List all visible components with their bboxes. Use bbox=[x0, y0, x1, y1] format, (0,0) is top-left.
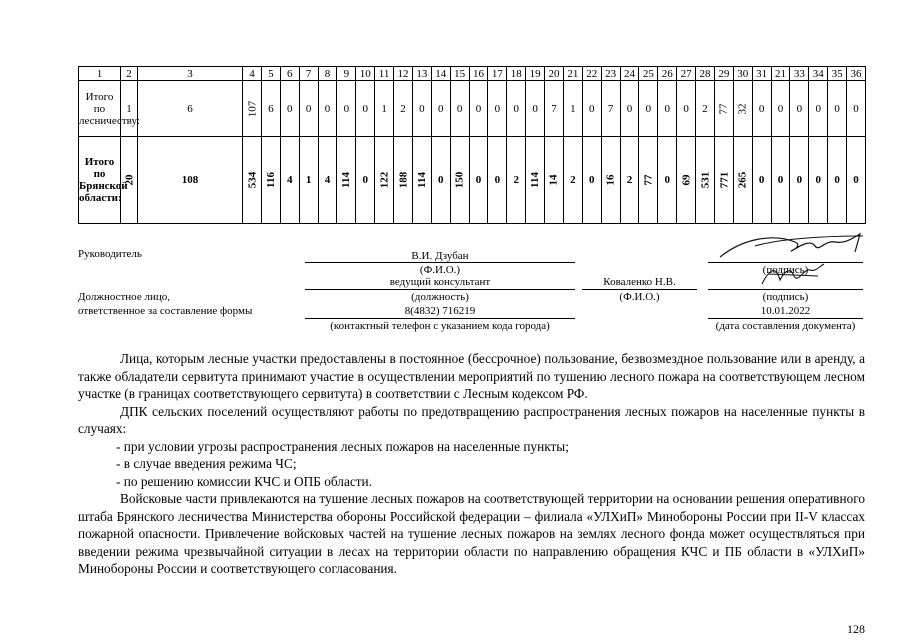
position-caption: (должность) bbox=[411, 291, 469, 303]
column-header: 31 bbox=[752, 67, 771, 81]
data-cell: 0 bbox=[356, 81, 375, 137]
responsible-name: Коваленко Н.В. bbox=[603, 276, 676, 288]
row-label-forestry: Итого по лесничеству: bbox=[79, 81, 121, 137]
column-header: 1 bbox=[79, 67, 121, 81]
data-cell: 114 bbox=[337, 137, 356, 224]
position-value: ведущий консультант bbox=[389, 276, 491, 288]
column-header: 4 bbox=[243, 67, 262, 81]
table-row-forestry-total bbox=[79, 81, 866, 137]
responsible-label-line2: ответственное за составление формы bbox=[78, 305, 253, 317]
data-cell: 0 bbox=[790, 137, 809, 224]
column-header: 30 bbox=[733, 67, 752, 81]
data-cell: 0 bbox=[582, 81, 601, 137]
data-cell: 0 bbox=[488, 81, 507, 137]
cell-col3: 108 bbox=[138, 137, 243, 224]
data-cell: 0 bbox=[790, 81, 809, 137]
head-sign-caption: (подпись) bbox=[762, 264, 809, 276]
column-header: 24 bbox=[620, 67, 639, 81]
cell-col2: 20 bbox=[121, 137, 138, 224]
column-header: 33 bbox=[790, 67, 809, 81]
column-header: 10 bbox=[356, 67, 375, 81]
data-cell: 32 bbox=[733, 81, 752, 137]
data-cell: 0 bbox=[639, 81, 658, 137]
column-header: 6 bbox=[280, 67, 299, 81]
date-value: 10.01.2022 bbox=[760, 305, 811, 317]
data-cell: 1 bbox=[375, 81, 394, 137]
column-header: 26 bbox=[658, 67, 677, 81]
data-cell: 2 bbox=[696, 81, 715, 137]
data-cell: 0 bbox=[771, 137, 790, 224]
paragraph-owners: Лица, которым лесные участки предоставлены в постоянное (бессрочное) пользование, безвозмездное пользование или в аренду, а также обладатели сервитута принимают участие в осуществлении мероприятий по тушению лесного пожара на соответствующем лесном участке (в границах соответствующего сервитута) в соответствии с Лесным кодексом РФ. bbox=[78, 351, 865, 401]
data-cell: 4 bbox=[318, 137, 337, 224]
column-header: 28 bbox=[696, 67, 715, 81]
list-item: - по решению комиссии КЧС и ОПБ области. bbox=[116, 473, 372, 489]
data-cell: 107 bbox=[243, 81, 262, 137]
head-signature-image bbox=[715, 232, 865, 262]
column-header: 19 bbox=[526, 67, 545, 81]
data-cell: 531 bbox=[696, 137, 715, 224]
data-cell: 0 bbox=[431, 137, 450, 224]
divider bbox=[305, 289, 575, 290]
data-cell: 0 bbox=[752, 137, 771, 224]
data-cell: 0 bbox=[828, 137, 847, 224]
data-cell: 7 bbox=[545, 81, 564, 137]
column-header: 13 bbox=[412, 67, 431, 81]
data-cell: 0 bbox=[771, 81, 790, 137]
data-cell: 2 bbox=[620, 137, 639, 224]
data-cell: 0 bbox=[658, 81, 677, 137]
data-cell: 114 bbox=[526, 137, 545, 224]
table-header-row bbox=[79, 67, 866, 81]
divider bbox=[582, 289, 697, 290]
data-cell: 0 bbox=[847, 137, 866, 224]
data-cell: 7 bbox=[601, 81, 620, 137]
data-cell: 6 bbox=[261, 81, 280, 137]
cell-col3: 6 bbox=[138, 81, 243, 137]
data-cell: 771 bbox=[714, 137, 733, 224]
column-header: 29 bbox=[714, 67, 733, 81]
data-cell: 265 bbox=[733, 137, 752, 224]
data-cell: 0 bbox=[299, 81, 318, 137]
column-header: 25 bbox=[639, 67, 658, 81]
row-label-region: Итого по Брянской области: bbox=[79, 137, 121, 224]
column-header: 12 bbox=[394, 67, 413, 81]
data-cell: 0 bbox=[582, 137, 601, 224]
date-caption: (дата составления документа) bbox=[715, 320, 856, 332]
column-header: 34 bbox=[809, 67, 828, 81]
data-cell: 188 bbox=[394, 137, 413, 224]
column-header: 21 bbox=[563, 67, 582, 81]
column-header: 18 bbox=[507, 67, 526, 81]
column-header: 11 bbox=[375, 67, 394, 81]
responsible-signature-image bbox=[758, 262, 828, 292]
column-header: 3 bbox=[138, 67, 243, 81]
data-cell: 14 bbox=[545, 137, 564, 224]
data-cell: 2 bbox=[394, 81, 413, 137]
column-header: 20 bbox=[545, 67, 564, 81]
data-cell: 0 bbox=[809, 137, 828, 224]
column-header: 7 bbox=[299, 67, 318, 81]
data-cell: 0 bbox=[507, 81, 526, 137]
column-header: 23 bbox=[601, 67, 620, 81]
data-cell: 0 bbox=[450, 81, 469, 137]
column-header: 17 bbox=[488, 67, 507, 81]
data-cell: 534 bbox=[243, 137, 262, 224]
data-cell: 0 bbox=[469, 137, 488, 224]
data-cell: 1 bbox=[299, 137, 318, 224]
data-cell: 77 bbox=[639, 137, 658, 224]
paragraph-dpk: ДПК сельских поселений осуществляют работы по предотвращению распространения лесных пожаров на населенные пункты в случаях: bbox=[78, 403, 865, 436]
column-header: 22 bbox=[582, 67, 601, 81]
data-cell: 0 bbox=[318, 81, 337, 137]
data-cell: 0 bbox=[526, 81, 545, 137]
head-label: Руководитель bbox=[78, 248, 142, 260]
data-cell: 0 bbox=[752, 81, 771, 137]
data-cell: 116 bbox=[261, 137, 280, 224]
data-cell: 0 bbox=[658, 137, 677, 224]
phone-value: 8(4832) 716219 bbox=[404, 305, 476, 317]
data-cell: 0 bbox=[469, 81, 488, 137]
column-header: 21 bbox=[771, 67, 790, 81]
data-cell: 0 bbox=[431, 81, 450, 137]
column-header: 5 bbox=[261, 67, 280, 81]
data-cell: 0 bbox=[620, 81, 639, 137]
data-cell: 0 bbox=[828, 81, 847, 137]
column-header: 9 bbox=[337, 67, 356, 81]
data-cell: 150 bbox=[450, 137, 469, 224]
list-item: - при условии угрозы распространения лесных пожаров на населенные пункты; bbox=[116, 438, 569, 454]
divider bbox=[305, 262, 575, 263]
table-row-region-total bbox=[79, 137, 866, 224]
data-cell: 0 bbox=[847, 81, 866, 137]
responsible-name-caption: (Ф.И.О.) bbox=[619, 291, 660, 303]
column-header: 8 bbox=[318, 67, 337, 81]
data-cell: 114 bbox=[412, 137, 431, 224]
column-header: 14 bbox=[431, 67, 450, 81]
data-cell: 0 bbox=[337, 81, 356, 137]
column-header: 15 bbox=[450, 67, 469, 81]
column-header: 2 bbox=[121, 67, 138, 81]
divider bbox=[305, 318, 575, 319]
paragraph-military: Войсковые части привлекаются на тушение лесных пожаров на соответствующей территории на основании решения оперативного штаба Брянского лесничества Министерства обороны Российской федерации – филиала «УЛХиП» Минобороны России при II-V классах пожарной опасности. Привлечение войсковых частей на тушение лесных пожаров на землях лесного фонда может осуществляться при введении режима чрезвычайной ситуации в лесах на территории области по направлению обращения КЧС и ПБ области в «УЛХиП» Минобороны России и соответствующего согласования. bbox=[78, 491, 865, 576]
phone-caption: (контактный телефон с указанием кода города) bbox=[330, 320, 550, 332]
data-cell: 77 bbox=[714, 81, 733, 137]
responsible-sign-caption: (подпись) bbox=[762, 291, 809, 303]
data-cell: 16 bbox=[601, 137, 620, 224]
data-cell: 1 bbox=[563, 81, 582, 137]
data-cell: 0 bbox=[677, 81, 696, 137]
data-cell: 0 bbox=[488, 137, 507, 224]
column-header: 16 bbox=[469, 67, 488, 81]
data-cell: 0 bbox=[412, 81, 431, 137]
cell-col2: 1 bbox=[121, 81, 138, 137]
column-header: 35 bbox=[828, 67, 847, 81]
data-cell: 0 bbox=[809, 81, 828, 137]
page-number: 128 bbox=[847, 622, 865, 636]
data-cell: 122 bbox=[375, 137, 394, 224]
fire-statistics-table bbox=[78, 66, 866, 224]
head-name: В.И. Дзубан bbox=[411, 250, 469, 262]
data-cell: 69 bbox=[677, 137, 696, 224]
data-cell: 4 bbox=[280, 137, 299, 224]
column-header: 36 bbox=[847, 67, 866, 81]
responsible-label-line1: Должностное лицо, bbox=[78, 291, 170, 303]
body-text bbox=[78, 350, 865, 578]
data-cell: 0 bbox=[356, 137, 375, 224]
head-name-caption: (Ф.И.О.) bbox=[419, 264, 461, 276]
data-cell: 2 bbox=[563, 137, 582, 224]
column-header: 27 bbox=[677, 67, 696, 81]
list-item: - в случае введения режима ЧС; bbox=[116, 456, 297, 471]
divider bbox=[708, 318, 863, 319]
data-cell: 0 bbox=[280, 81, 299, 137]
data-cell: 2 bbox=[507, 137, 526, 224]
